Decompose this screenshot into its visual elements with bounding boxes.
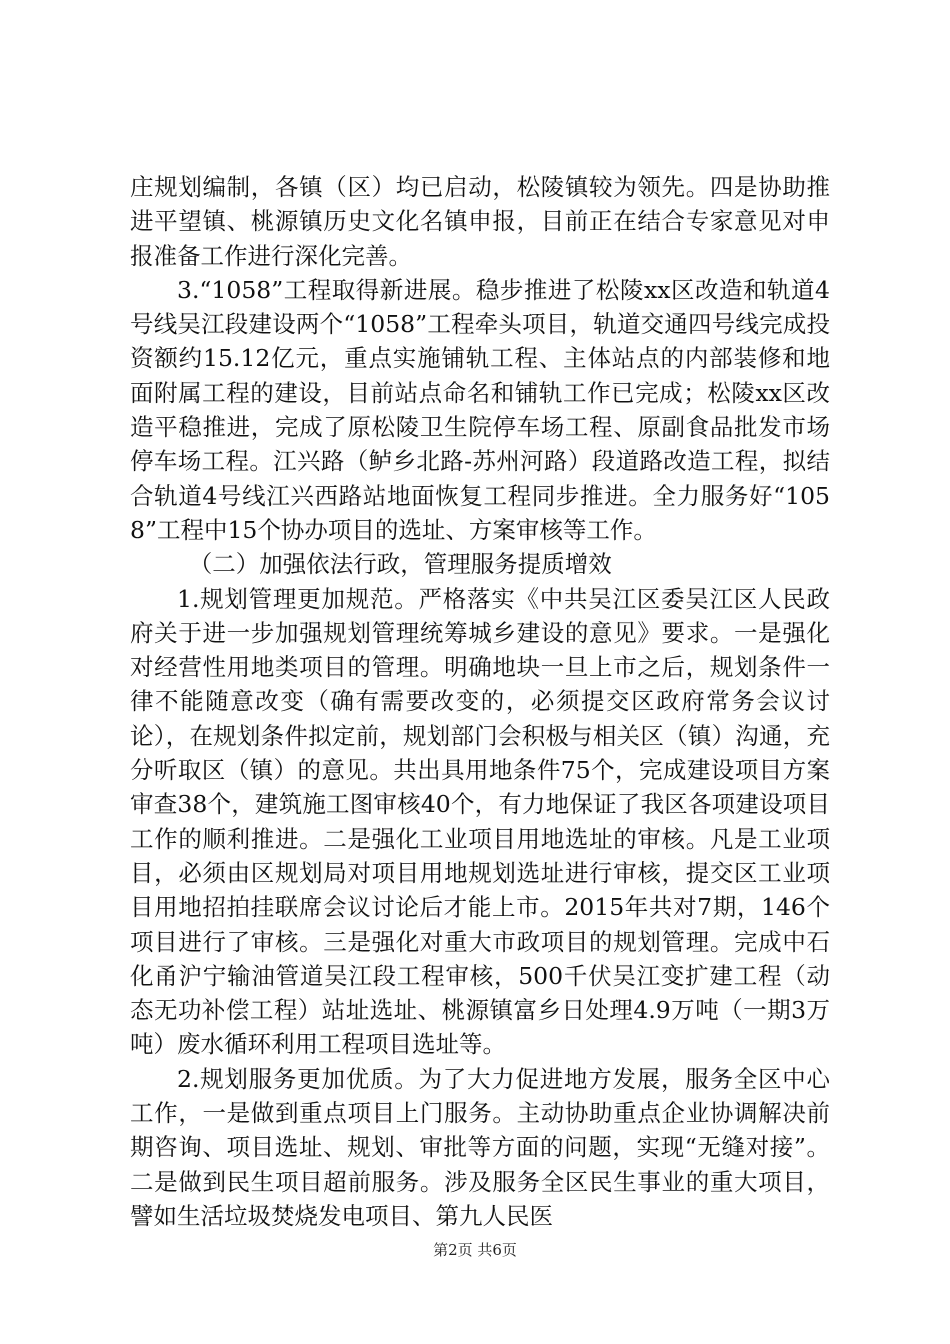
document-body [130,170,830,1233]
paragraph-planning-management: 1.规划管理更加规范。严格落实《中共吴江区委吴江区人民政府关于进一步加强规划管理统筹城乡建设的意见》要求。一是强化对经营性用地类项目的管理。明确地块一旦上市之后，规划条件一律不能随意改变（确有需要改变的，必须提交区政府常务会议讨论），在规划条件拟定前，规划部门会积极与相关区（镇）沟通，充分听取区（镇）的意见。共出具用地条件75个，完成建设项目方案审查38个，建筑施工图审核40个，有力地保证了我区各项建设项目工作的顺利推进。二是强化工业项目用地选址的审核。凡是工业项目，必须由区规划局对项目用地规划选址进行审核，提交区工业项目用地招拍挂联席会议讨论后才能上市。2015年共对7期，146个项目进行了审核。三是强化对重大市政项目的规划管理。完成中石化甬沪宁输油管道吴江段工程审核，500千伏吴江变扩建工程（动态无功补偿工程）站址选址、桃源镇富乡日处理4.9万吨（一期3万吨）废水循环利用工程项目选址等。 [130,584,830,1059]
paragraph-1058-project: 3.“1058”工程取得新进展。稳步推进了松陵xx区改造和轨道4号线吴江段建设两个“1058”工程牵头项目，轨道交通四号线完成投资额约15.12亿元，重点实施铺轨工程、主体站点的内部装修和地面附属工程的建设，目前站点命名和铺轨工作已完成；松陵xx区改造平稳推进，完成了原松陵卫生院停车场工程、原副食品批发市场停车场工程。江兴路（鲈乡北路-苏州河路）段道路改造工程，拟结合轨道4号线江兴西路站地面恢复工程同步推进。全力服务好“1058”工程中15个协办项目的选址、方案审核等工作。 [130,275,830,544]
page-number-footer: 第2页 共6页 [433,1241,517,1259]
section-heading: （二）加强依法行政，管理服务提质增效 [188,550,612,579]
paragraph-planning-service: 2.规划服务更加优质。为了大力促进地方发展，服务全区中心工作，一是做到重点项目上门服务。主动协助重点企业协调解决前期咨询、项目选址、规划、审批等方面的问题，实现“无缝对接”。二是做到民生项目超前服务。涉及服务全区民生事业的重大项目，譬如生活垃圾焚烧发电项目、第九人民医 [130,1064,830,1230]
paragraph-continued: 庄规划编制，各镇（区）均已启动，松陵镇较为领先。四是协助推进平望镇、桃源镇历史文化名镇申报，目前正在结合专家意见对申报准备工作进行深化完善。 [130,173,830,270]
